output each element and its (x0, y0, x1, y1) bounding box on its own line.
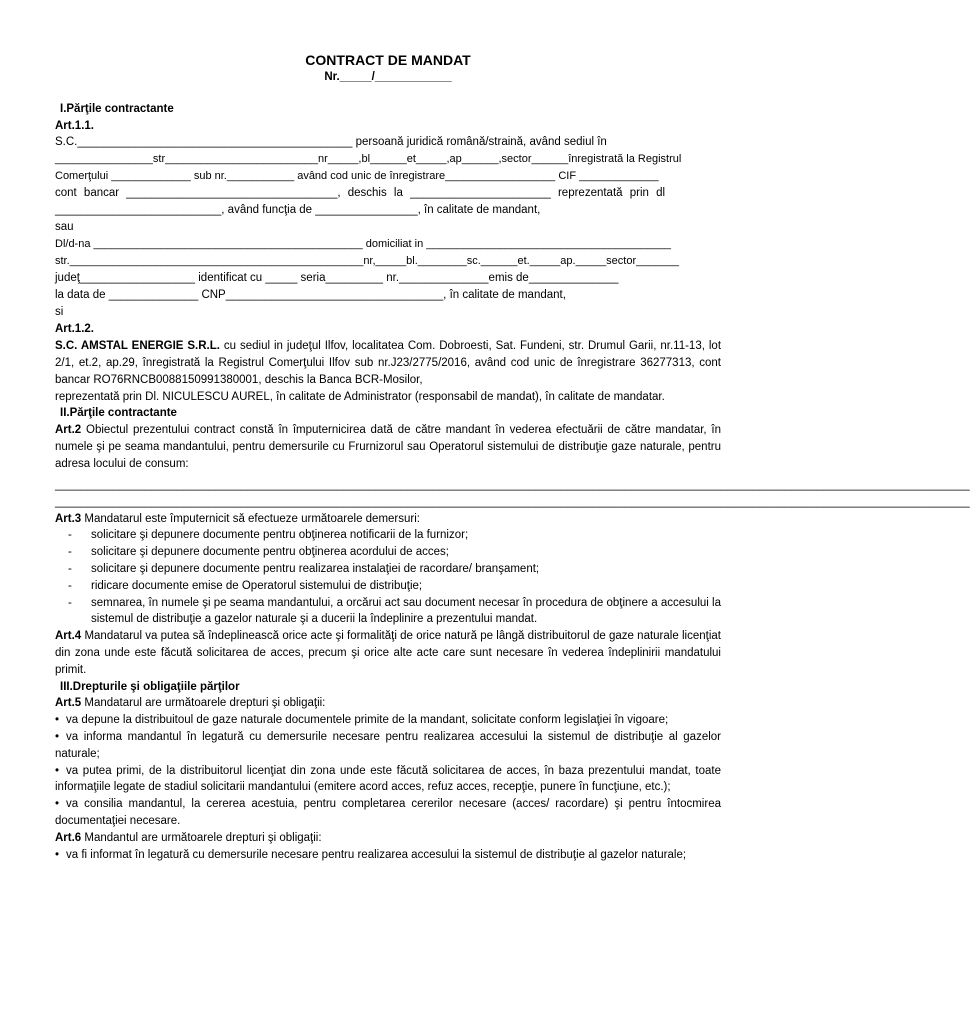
address-blank-line: _______________________________________________________________________________________________________________________________________________ (55, 478, 970, 491)
art-2-paragraph (55, 422, 721, 472)
art-4-paragraph (55, 628, 721, 678)
art-4-text: Mandatarul va putea să îndeplinească orice acte şi formalităţi de orice natură pe lângă distribuitorul de gaze naturale licenţiat din zona unde este făcută solicitarea de acces, precum şi orice alte acte care sunt necesare în vederea îndeplinirii mandatului primit. (55, 630, 721, 676)
art-5-paragraph (55, 695, 721, 712)
form-line: __________________________, având funcţia de ________________, în calitate de mandant, (55, 204, 541, 217)
art-5-text: Mandatarul are următoarele drepturi şi obligaţii: (81, 697, 326, 710)
art-5-label: Art.5 (55, 697, 82, 710)
art-6-text: Mandantul are următoarele drepturi şi obligaţii: (81, 831, 322, 844)
form-line: la data de ______________ CNP__________________________________, în calitate de mandant, (55, 289, 566, 302)
form-line: ________________str_________________________nr_____,bl______et_____,ap______,sector______înregistrată la Registrul (55, 153, 682, 166)
art-3-text: Mandatarul este împuternicit să efectueze următoarele demersuri: (81, 512, 420, 525)
art-1-2-representative: reprezentată prin Dl. NICULESCU AUREL, în calitate de Administrator (responsabil de mandat), în calitate de mandatar. (55, 390, 665, 403)
list-item: • va consilia mandantul, la cererea acestuia, pentru completarea cererilor necesare (acces/ racordare) şi pentru întocmirea documentaţiei necesare. (55, 798, 721, 827)
form-line: str.________________________________________________nr,_____bl.________sc.______et._____ap._____sector_______ (55, 255, 679, 268)
list-item: - solicitare şi depunere documente pentru obţinerea acordului de acces; (65, 544, 721, 561)
art-2-label: Art.2 (55, 424, 82, 437)
section-heading-2: II.Părţile contractante (60, 407, 177, 420)
form-line: si (55, 306, 64, 319)
list-item: - ridicare documente emise de Operatorul sistemului de distribuţie; (65, 578, 721, 595)
address-blank-line: _______________________________________________________________________________________________________________________________________________ (55, 495, 970, 508)
art-6-paragraph (55, 830, 721, 847)
bullet-icon: • (55, 798, 60, 811)
section-heading-3: III.Drepturile şi obligaţiile părţilor (60, 680, 240, 693)
document-title: CONTRACT DE MANDAT (305, 52, 471, 68)
bullet-icon: • (55, 848, 60, 861)
bullet-icon: • (55, 730, 60, 743)
bullet-icon: • (55, 714, 60, 727)
art-2-text: Obiectul prezentului contract constă în împuternicirea dată de către mandant în vederea efectuării de către mandatar, în numele şi pe seama mandantului, pentru demersurile cu Frurnizorul sau Operatorul sistemului de distribuţie gaze naturale, pentru adresa locului de consum: (55, 424, 721, 470)
art-1-1-fields (55, 134, 721, 321)
art-3-label: Art.3 (55, 512, 82, 525)
list-item: • va putea primi, de la distribuitorul licenţiat din zona unde este făcută solicitarea de acces, în baza prezentului mandat, toate informaţiile legate de stadiul solicitarii mandantului (emitere acord acces, refuz acces, recepţie, punere în funcţiune, etc.); (55, 764, 721, 794)
art-1-1-label: Art.1.1. (55, 119, 94, 132)
list-item: • va depune la distribuitoul de gaze naturale documentele primite de la mandant, solicitate conform legislaţiei în vigoare; (55, 712, 721, 729)
form-line: sau (55, 221, 74, 234)
section-heading-1: I.Părţile contractante (60, 102, 174, 115)
contract-page (55, 52, 970, 863)
list-item: - solicitare şi depunere documente pentru realizarea instalaţiei de racordare/ branşament; (65, 561, 721, 578)
art-4-label: Art.4 (55, 630, 82, 643)
form-line: Dl/d-na ____________________________________________ domiciliat in ________________________________________ (55, 238, 671, 251)
art-1-2-label: Art.1.2. (55, 323, 94, 336)
art-1-2-text (55, 338, 721, 388)
art-3-paragraph (55, 511, 721, 528)
bullet-icon: • (55, 764, 60, 777)
list-item: - semnarea, în numele şi pe seama mandantului, a orcărui act sau document necesar în procedura de obţinere a accesului la sistemul de distribuţie a gazelor naturale şi a ducerii la îndeplinire a prezentului mandat. (65, 595, 721, 629)
art-3-list (55, 527, 721, 628)
form-line: Comerţului _____________ sub nr.___________ având cod unic de înregistrare__________________ CIF _____________ (55, 170, 659, 183)
list-item: • va informa mandantul în legatură cu demersurile necesare pentru realizarea accesului la sistemul de distribuţie al gazelor naturale; (55, 730, 721, 760)
consumption-address-lines (55, 477, 970, 511)
form-line: cont bancar _________________________________, deschis la ______________________ reprezentată prin dl (55, 187, 666, 200)
list-item: • va fi informat în legatură cu demersurile necesare pentru realizarea accesului la sistemul de distribuţie al gazelor naturale; (55, 847, 721, 864)
form-line: judeţ__________________ identificat cu _____ seria_________ nr.______________emis de______________ (55, 272, 619, 285)
contract-number-line: Nr._____/____________ (324, 71, 452, 83)
mandatary-company-name: S.C. AMSTAL ENERGIE S.R.L. (55, 340, 220, 353)
art-6-label: Art.6 (55, 831, 82, 844)
form-line: S.C.___________________________________________ persoană juridică română/straină, având sediul în (55, 136, 607, 149)
mandatary-company-details: cu sediul in judeţul Ilfov, localitatea Com. Dobroesti, Sat. Fundeni, str. Drumul Garii, nr.11-13, lot 2/1, et.2, ap.29, înregistrată la Registrul Comerţului Ilfov sub nr.J23/2775/2016, având cod unic de înregistrare 36277313, cont bancar RO76RNCB0088150991380001, deschis la Banca BCR-Mosilor, (55, 340, 722, 386)
list-item: - solicitare şi depunere documente pentru obţinerea notificarii de la furnizor; (65, 527, 721, 544)
